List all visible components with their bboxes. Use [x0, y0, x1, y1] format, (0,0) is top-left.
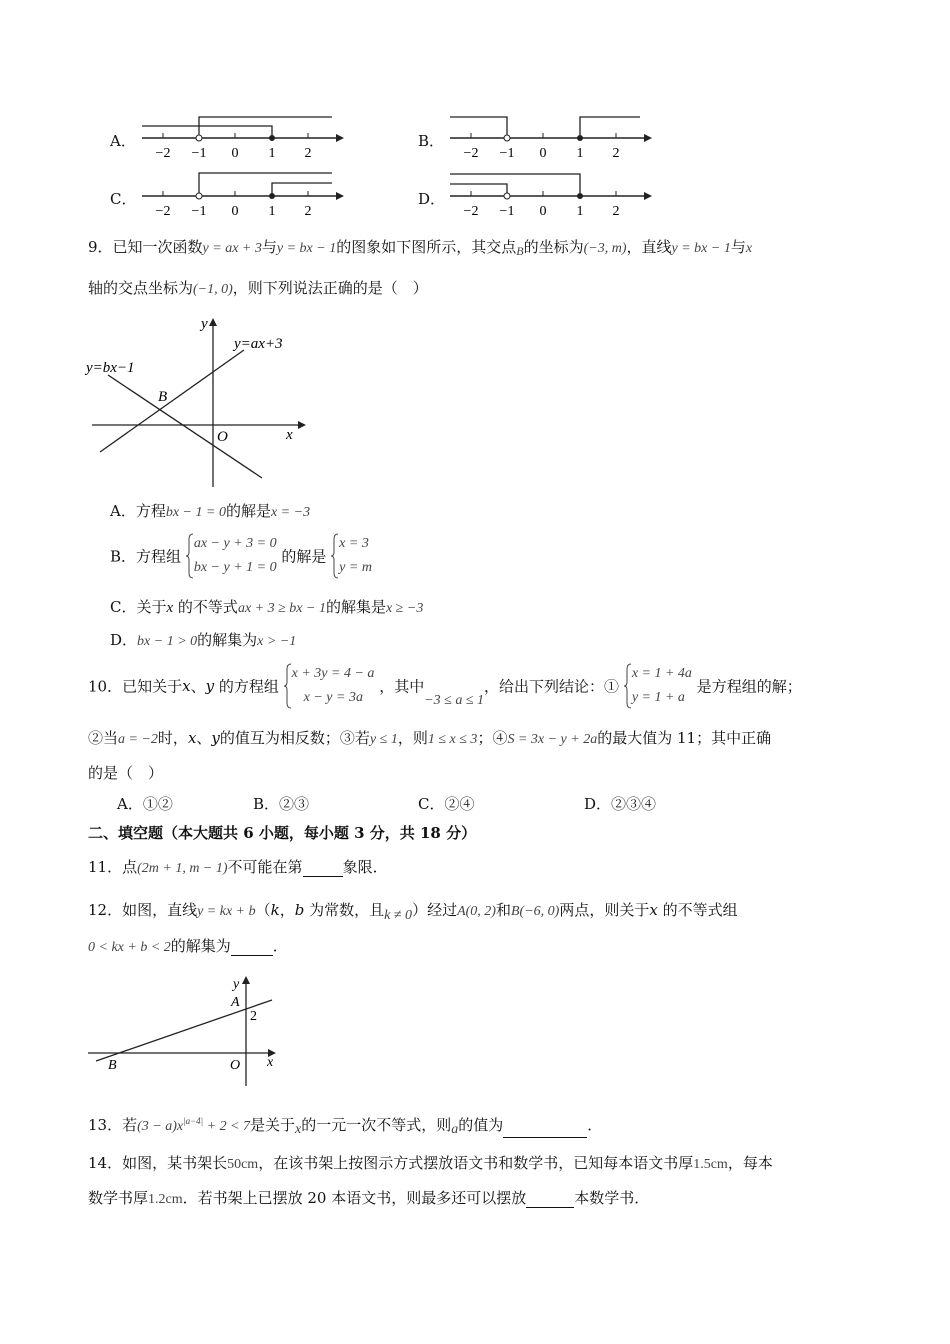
variable: x	[745, 241, 753, 256]
option-text: D．	[110, 631, 138, 649]
axis-y-label: y	[201, 316, 208, 332]
text: 的图象如下图所示，其交点	[336, 238, 517, 256]
coordinate: (−3, m)	[583, 241, 627, 256]
text: ．	[272, 937, 288, 955]
variable: y	[211, 729, 220, 747]
inequality: x ≥ −3	[385, 601, 424, 616]
solution-system	[624, 662, 692, 710]
text: 的不等式组	[657, 901, 738, 919]
tick-label: 2	[612, 204, 620, 219]
inequality: 0 < kx + b < 2	[88, 940, 171, 955]
thickness: 1.2cm	[148, 1192, 183, 1207]
text: ，直线	[626, 238, 672, 256]
q14-line1	[88, 1152, 773, 1173]
equation: y = 1 + a	[631, 690, 685, 705]
q8-number-line-a	[108, 108, 348, 168]
point: A(0, 2)	[457, 904, 496, 919]
q10-stem-line2	[88, 727, 771, 748]
option-text: A．方程	[110, 502, 166, 520]
q9-option-c[interactable]	[110, 596, 423, 617]
point-b-label: B	[108, 1058, 117, 1073]
q10-option-d[interactable]: D．②③④	[584, 795, 657, 813]
tick-label: −2	[155, 146, 171, 161]
text: 本数学书．	[574, 1189, 650, 1207]
text: 的最大值为 11；其中正确	[597, 729, 772, 747]
origin-label: O	[217, 429, 228, 445]
q8-option-b-label: B．	[418, 132, 445, 150]
variable: y	[205, 677, 215, 695]
text: 是方程组的解；	[696, 677, 802, 696]
text: （	[255, 901, 271, 919]
length: 50cm	[227, 1157, 259, 1172]
equation: bx − y + 1 = 0	[193, 560, 277, 575]
text: 轴的交点坐标为	[88, 279, 194, 297]
text: ，其中	[379, 677, 425, 696]
condition: a = −2	[118, 732, 158, 747]
text: 12．如图，直线	[88, 901, 198, 919]
tick-label: 0	[231, 146, 239, 161]
tick-label: 1	[268, 204, 276, 219]
option-text: B．方程组	[110, 547, 182, 566]
q11	[88, 856, 388, 877]
option-text: 的解集是	[325, 598, 386, 616]
condition: 1 ≤ x ≤ 3	[427, 732, 478, 747]
q9-option-b[interactable]	[110, 532, 372, 580]
tick-label: −1	[191, 204, 207, 219]
text: 为常数，且	[304, 901, 385, 919]
q14-line2	[88, 1187, 649, 1208]
variable: x	[182, 677, 191, 695]
q8-option-a-label: A．	[110, 132, 136, 150]
coordinate: (2m + 1, m − 1)	[137, 861, 228, 876]
equation: x = 1 + 4a	[631, 666, 692, 681]
answer-blank[interactable]	[503, 1123, 587, 1138]
text: 与	[261, 238, 277, 256]
axis-x-label: x	[267, 1055, 274, 1070]
text: 10．已知关于	[88, 677, 183, 696]
expression: + 2 < 7	[203, 1119, 251, 1134]
answer-blank[interactable]	[526, 1193, 574, 1208]
q8-option-d-label: D．	[418, 190, 446, 208]
q10-stem-line1	[88, 662, 802, 710]
tick-label: 1	[576, 204, 584, 219]
q12-line2	[88, 935, 288, 956]
variable: k	[270, 901, 280, 919]
text: 两点，则关于	[559, 901, 650, 919]
inequality: ax + 3 ≥ bx − 1	[237, 601, 326, 616]
tick-label: −1	[499, 146, 515, 161]
q9-option-a[interactable]	[110, 500, 310, 521]
text: 的一元一次不等式，则	[301, 1116, 452, 1134]
text: ，	[279, 901, 295, 919]
line-label-1: y=ax+3	[234, 336, 283, 352]
brace-icon	[186, 533, 194, 579]
text: 数学书厚	[88, 1189, 149, 1207]
brace-icon	[624, 663, 632, 709]
text: 14．如图，某书架长	[88, 1154, 228, 1172]
option-text: 的解是	[225, 502, 271, 520]
text: ）经过	[412, 901, 458, 919]
thickness: 1.5cm	[693, 1157, 728, 1172]
condition: y ≤ 1	[369, 732, 398, 747]
q8-option-c[interactable]	[108, 166, 348, 226]
axis-y-label: y	[233, 977, 240, 992]
option-text: 的解集为	[197, 631, 258, 649]
answer-blank[interactable]	[231, 941, 273, 956]
tick-label: −1	[191, 146, 207, 161]
variable: x	[187, 729, 197, 747]
option-text: 的不等式	[173, 598, 238, 616]
equation: x + 3y = 4 − a	[291, 666, 375, 681]
axis-x-label: x	[286, 427, 293, 443]
tick-label: −2	[463, 146, 479, 161]
formula: y = bx − 1	[671, 241, 731, 256]
text: ，在该书架上按图示方式摆放语文书和数学书，已知每本语文书厚	[258, 1154, 694, 1172]
brace-icon	[331, 533, 339, 579]
q12-line1	[88, 899, 738, 924]
point: B(−6, 0)	[510, 904, 560, 919]
q8-number-line-c	[108, 166, 348, 226]
variable: x	[295, 1122, 302, 1137]
text: 9．已知一次函数	[88, 238, 203, 256]
expression: (3 − a)x	[137, 1119, 184, 1134]
point-a-label: A	[231, 995, 240, 1010]
formula: x = −3	[270, 505, 311, 520]
tick-label: −2	[463, 204, 479, 219]
q10-option-c[interactable]: C．②④	[418, 795, 475, 813]
q13	[88, 1114, 602, 1138]
variable: a	[451, 1122, 459, 1137]
text: ②当	[88, 729, 119, 747]
text: ；④	[477, 729, 508, 747]
tick-label: 1	[268, 146, 276, 161]
intercept-label: 2	[250, 1009, 257, 1024]
equation: ax − y + 3 = 0	[193, 536, 277, 551]
condition: −3 ≤ a ≤ 1	[424, 693, 485, 708]
q8-number-line-d	[416, 166, 656, 226]
text: ，则	[397, 729, 428, 747]
q8-option-d[interactable]	[416, 166, 656, 226]
section-2-heading: 二、填空题（本大题共 6 小题，每小题 3 分，共 18 分）	[88, 824, 477, 842]
tick-label: 0	[231, 204, 239, 219]
formula: y = ax + 3	[202, 241, 262, 256]
text: 的坐标为	[523, 238, 584, 256]
equation-system	[284, 662, 375, 710]
equation: x − y = 3a	[303, 690, 363, 705]
formula: S = 3x − y + 2a	[507, 732, 598, 747]
line-label-2: y=bx−1	[86, 360, 135, 376]
q9-stem-line1	[88, 236, 752, 259]
text: 不可能在第	[227, 858, 303, 876]
formula: bx − 1 = 0	[165, 505, 226, 520]
solution-system	[331, 532, 372, 580]
text: 是关于	[250, 1116, 296, 1134]
text: 的解集为	[170, 937, 231, 955]
text: 13．若	[88, 1116, 138, 1134]
inequality: x > −1	[257, 634, 297, 649]
q9-option-d[interactable]	[110, 629, 296, 650]
exponent: |a−4|	[183, 1116, 204, 1126]
text: ．若书架上已摆放 20 本语文书，则最多还可以摆放	[182, 1189, 527, 1207]
text: 的值为	[458, 1116, 504, 1134]
variable: b	[294, 901, 305, 919]
formula: y = kx + b	[197, 904, 256, 919]
line-bx-minus-1	[108, 375, 262, 478]
q8-option-b[interactable]	[416, 108, 656, 168]
text: 与	[730, 238, 746, 256]
q10-option-a[interactable]: A．①②	[117, 795, 173, 813]
text: 和	[495, 901, 511, 919]
coordinate: (−1, 0)	[193, 282, 233, 297]
tick-label: 2	[612, 146, 620, 161]
origin-label: O	[230, 1058, 241, 1073]
text: 的值互为相反数；③若	[219, 729, 370, 747]
tick-label: 0	[539, 146, 547, 161]
variable: x	[166, 600, 174, 616]
equation: x = 3	[339, 536, 369, 551]
variable: x	[649, 901, 658, 919]
tick-label: 1	[576, 146, 584, 161]
formula: y = bx − 1	[276, 241, 337, 256]
tick-label: 2	[304, 204, 312, 219]
q8-number-line-b	[416, 108, 656, 168]
point-label: B	[516, 244, 524, 258]
condition: k ≠ 0	[384, 908, 413, 923]
option-text: C．关于	[110, 598, 167, 616]
text: 象限．	[342, 858, 388, 876]
inequality: bx − 1 > 0	[137, 634, 198, 649]
q9-stem-line2	[88, 277, 428, 298]
text: ．	[587, 1116, 603, 1134]
text: 时，	[157, 729, 188, 747]
point-b-label: B	[158, 389, 168, 405]
brace-icon	[284, 663, 292, 709]
option-text: 的解是	[281, 547, 327, 566]
q8-option-c-label: C．	[110, 190, 137, 208]
tick-label: −1	[499, 204, 515, 219]
text: 、	[190, 677, 206, 696]
text: ，给出下列结论：①	[484, 677, 620, 696]
text: ，每本	[727, 1154, 773, 1172]
tick-label: −2	[155, 204, 171, 219]
q12-graph	[84, 972, 294, 1092]
text: 、	[196, 729, 212, 747]
equation-system	[186, 532, 277, 580]
text: 11．点	[88, 858, 138, 876]
q10-stem-line3: 的是（ ）	[88, 764, 164, 782]
tick-label: 2	[304, 146, 312, 161]
q10-option-b[interactable]: B．②③	[253, 795, 310, 813]
q9-graph	[84, 312, 324, 492]
q8-option-a[interactable]	[108, 108, 348, 168]
text: ，则下列说法正确的是（ ）	[232, 279, 428, 297]
answer-blank[interactable]	[303, 862, 343, 877]
equation: y = m	[339, 560, 372, 575]
text: 的方程组	[214, 677, 279, 696]
tick-label: 0	[539, 204, 547, 219]
